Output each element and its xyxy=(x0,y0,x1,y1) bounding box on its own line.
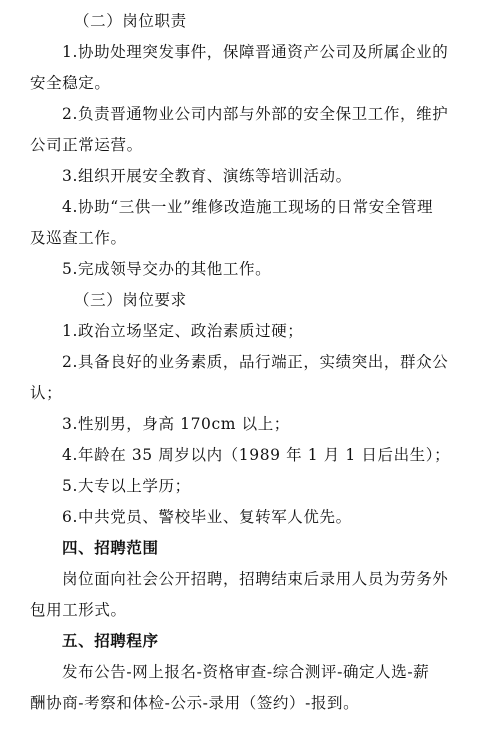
section2-item-1 xyxy=(30,37,474,99)
section4-body-line-2: 包用工形式。 xyxy=(30,601,127,619)
section2-item-4 xyxy=(30,192,474,254)
section3-item-4 xyxy=(30,440,474,471)
section2-item-1-line-2: 安全稳定。 xyxy=(30,74,111,92)
section3-item-2-line-2: 认； xyxy=(30,384,63,402)
section2-item-2 xyxy=(30,99,474,161)
section3-item-3-line-1: 3.性别男，身高 170cm 以上； xyxy=(62,415,290,433)
section3-item-2 xyxy=(30,347,474,409)
section2-item-2-line-1: 2.负责晋通物业公司内部与外部的安全保卫工作，维护 xyxy=(62,105,449,123)
section2-item-5 xyxy=(30,254,474,285)
section3-item-5 xyxy=(30,471,474,502)
section3-item-5-line-1: 5.大专以上学历； xyxy=(62,477,191,495)
section2-item-1-line-1: 1.协助处理突发事件，保障晋通资产公司及所属企业的 xyxy=(62,43,449,61)
section5-title: 五、招聘程序 xyxy=(62,632,159,650)
section2-item-5-line-1: 5.完成领导交办的其他工作。 xyxy=(62,260,272,278)
section2-title: （二）岗位职责 xyxy=(74,12,187,30)
section3-item-4-line-1: 4.年龄在 35 周岁以内（1989 年 1 月 1 日后出生）； xyxy=(62,446,451,464)
section3-item-1 xyxy=(30,316,474,347)
section3-item-2-line-1: 2.具备良好的业务素质，品行端正，实绩突出，群众公 xyxy=(62,353,449,371)
section2-item-3 xyxy=(30,161,474,192)
section4-body xyxy=(30,564,474,626)
section3-item-6-line-1: 6.中共党员、警校毕业、复转军人优先。 xyxy=(62,508,352,526)
section3-item-3 xyxy=(30,409,474,440)
section4-title: 四、招聘范围 xyxy=(62,539,159,557)
section5-body-line-1: 发布公告-网上报名-资格审查-综合测评-确定人选-薪 xyxy=(62,663,430,681)
section3-item-1-line-1: 1.政治立场坚定、政治素质过硬； xyxy=(62,322,304,340)
section5-body-line-2: 酬协商-考察和体检-公示-录用（签约）-报到。 xyxy=(30,694,360,712)
section2-item-4-line-2: 及巡查工作。 xyxy=(30,229,127,247)
section2-item-2-line-2: 公司正常运营。 xyxy=(30,136,143,154)
section5-body xyxy=(30,657,474,719)
section3-item-6 xyxy=(30,502,474,533)
section3-title: （三）岗位要求 xyxy=(74,291,187,309)
section2-item-3-line-1: 3.组织开展安全教育、演练等培训活动。 xyxy=(62,167,352,185)
section4-body-line-1: 岗位面向社会公开招聘，招聘结束后录用人员为劳务外 xyxy=(62,570,449,588)
section2-item-4-line-1: 4.协助“三供一业”维修改造施工现场的日常安全管理 xyxy=(62,198,434,216)
